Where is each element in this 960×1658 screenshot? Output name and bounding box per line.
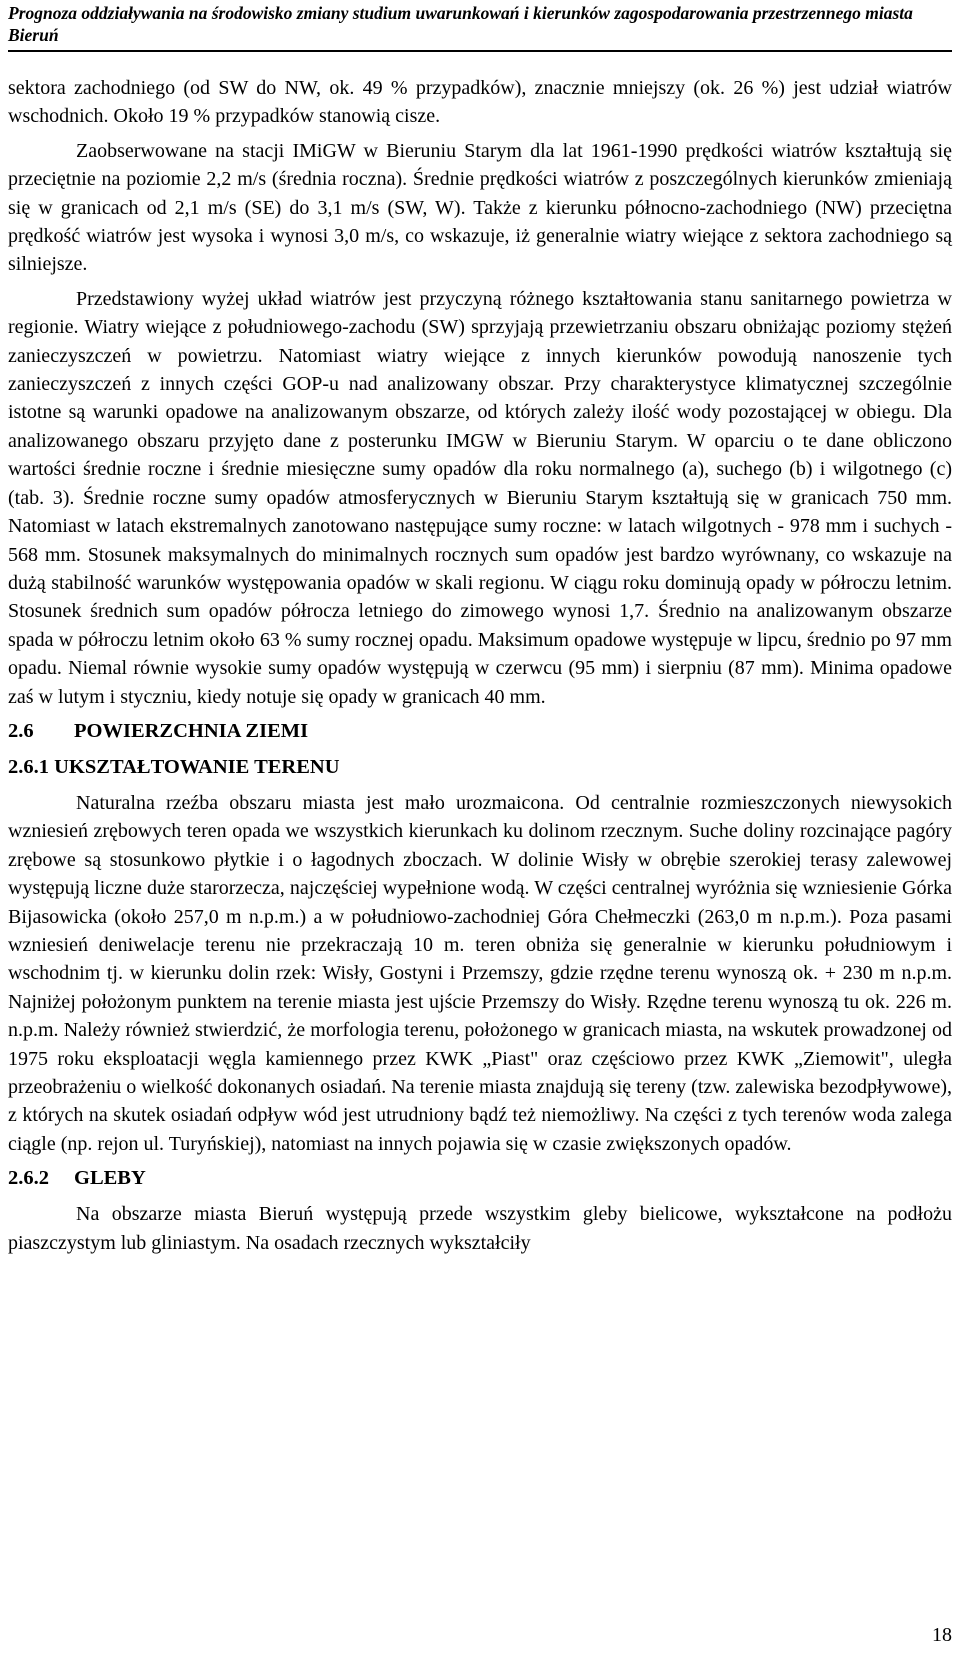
section-heading-2-6: [8, 717, 952, 745]
page-number: 18: [932, 1624, 952, 1646]
subsection-title: GLEBY: [74, 1167, 146, 1190]
running-header: [8, 2, 952, 46]
header-divider: [8, 50, 952, 52]
paragraph-precipitation: Przedstawiony wyżej układ wiatrów jest przyczyną różnego kształtowania stanu sanitarnego powietrza w regionie. Wiatry wiejące z południowego-zachodu (SW) sprzyjają przewietrzaniu obszaru obniżając poziomy stężeń zanieczyszczeń w powietrzu. Natomiast wiatry wiejące z innych kierunków powodują nanoszenie tych zanieczyszczeń z innych części GOP-u nad analizowany obszar. Przy charakterystyce klimatycznej szczególnie istotne są warunki opadowe na analizowanym obszarze, od których zależy ilość wody pozostającej w obiegu. Dla analizowanego obszaru przyjęto dane z posterunku IMGW w Bieruniu Starym. W oparciu o te dane obliczono wartości średnie roczne i średnie miesięczne sumy opadów dla roku normalnego (a), suchego (b) i wilgotnego (c) (tab. 3). Średnie roczne sumy opadów atmosferycznych w Bieruniu Starym kształtują się w granicach 750 mm. Natomiast w latach ekstremalnych zanotowano następujące sumy roczne: w latach wilgotnych - 978 mm i suchych - 568 mm. Stosunek maksymalnych do minimalnych rocznych sum opadów jest bardzo wyrównany, co wskazuje na dużą stabilność warunków występowania opadów w skali regionu. W ciągu roku dominują opady w półroczu letnim. Stosunek średnich sum opadów półrocza letniego do zimowego wynosi 1,7. Średnio na analizowanym obszarze spada w półroczu letnim około 63 % sumy rocznej opadu. Maksimum opadowe występuje w lipcu, średnio po 97 mm opadu. Niemal równie wysokie sumy opadów występują w czerwcu (95 mm) i sierpniu (87 mm). Minima opadowe zaś w lutym i styczniu, kiedy notuje się opady w granicach 40 mm.: [8, 287, 952, 708]
paragraph-soils: Na obszarze miasta Bieruń występują przede wszystkim gleby bielicowe, wykształcone na podłożu piaszczystym lub gliniastym. Na osadach rzecznych wykształciły: [8, 1203, 952, 1254]
page-body: [8, 74, 952, 1263]
paragraph-wind-sectors: sektora zachodniego (od SW do NW, ok. 49 % przypadków), znacznie mniejszy (ok. 26 %) jest udział wiatrów wschodnich. Około 19 % przypadków stanowią cisze.: [8, 77, 952, 128]
subsection-heading-2-6-1: 2.6.1 UKSZTAŁTOWANIE TERENU: [8, 755, 340, 778]
subsection-heading-2-6-2: [8, 1164, 952, 1192]
header-title: Prognoza oddziaływania na środowisko zmiany studium uwarunkowań i kierunków zagospodarowania przestrzennego miasta Bieruń: [8, 3, 913, 45]
section-title: POWIERZCHNIA ZIEMI: [74, 719, 309, 742]
subsection-number: 2.6.2: [8, 1167, 49, 1190]
paragraph-wind-speeds: Zaobserwowane na stacji IMiGW w Bieruniu Starym dla lat 1961-1990 prędkości wiatrów kształtują się przeciętnie na poziomie 2,2 m/s (średnia roczna). Średnie prędkości wiatrów z poszczególnych kierunków zmieniają się w granicach od 2,1 m/s (SE) do 3,1 m/s (SW, W). Także z kierunku północno-zachodniego (NW) przeciętna prędkość wiatrów jest wysoka i wynosi 3,0 m/s, co wskazuje, iż generalnie wiatry wiejące z sektora zachodniego są silniejsze.: [8, 139, 952, 276]
section-number: 2.6: [8, 719, 34, 742]
paragraph-terrain: Naturalna rzeźba obszaru miasta jest mało urozmaicona. Od centralnie rozmieszczonych niewysokich wzniesień zrębowych teren opada we wszystkich kierunkach ku dolinom rzecznym. Suche doliny rozcinające pagóry zrębowe są stosunkowo płytkie i o łagodnych zboczach. W dolinie Wisły w obrębie szerokiej terasy zalewowej występują liczne duże starorzecza, najczęściej wypełnione wodą. W części centralnej wyróżnia się wzniesienie Górka Bijasowicka (około 257,0 m n.p.m.) a w południowo-zachodniej Góra Chełmeczki (263,0 m n.p.m.). Poza pasami wzniesień deniwelacje terenu nie przekraczają 10 m. teren obniża się generalnie w kierunku południowym i wschodnim tj. w kierunku dolin rzek: Wisły, Gostyni i Przemszy, gdzie rzędne terenu wynoszą ok. + 230 m n.p.m. Najniżej położonym punktem na terenie miasta jest ujście Przemszy do Wisły. Rzędne terenu wynoszą tu ok. 226 m. n.p.m. Należy również stwierdzić, że morfologia terenu, położonego w granicach miasta, na wskutek prowadzonej od 1975 roku eksploatacji węgla kamiennego przez KWK „Piast" oraz częściowo przez KWK „Ziemowit", uległa przeobrażeniu o wielkość dokonanych osiadań. Na terenie miasta znajdują się tereny (tzw. zalewiska bezodpływowe), z których na skutek osiadań odpływ wód jest utrudniony bądź też niemożliwy. Na części z tych terenów woda zalega ciągle (np. rejon ul. Turyńskiej), natomiast na innych pojawia się w czasie zwiększonych opadów.: [8, 791, 952, 1155]
